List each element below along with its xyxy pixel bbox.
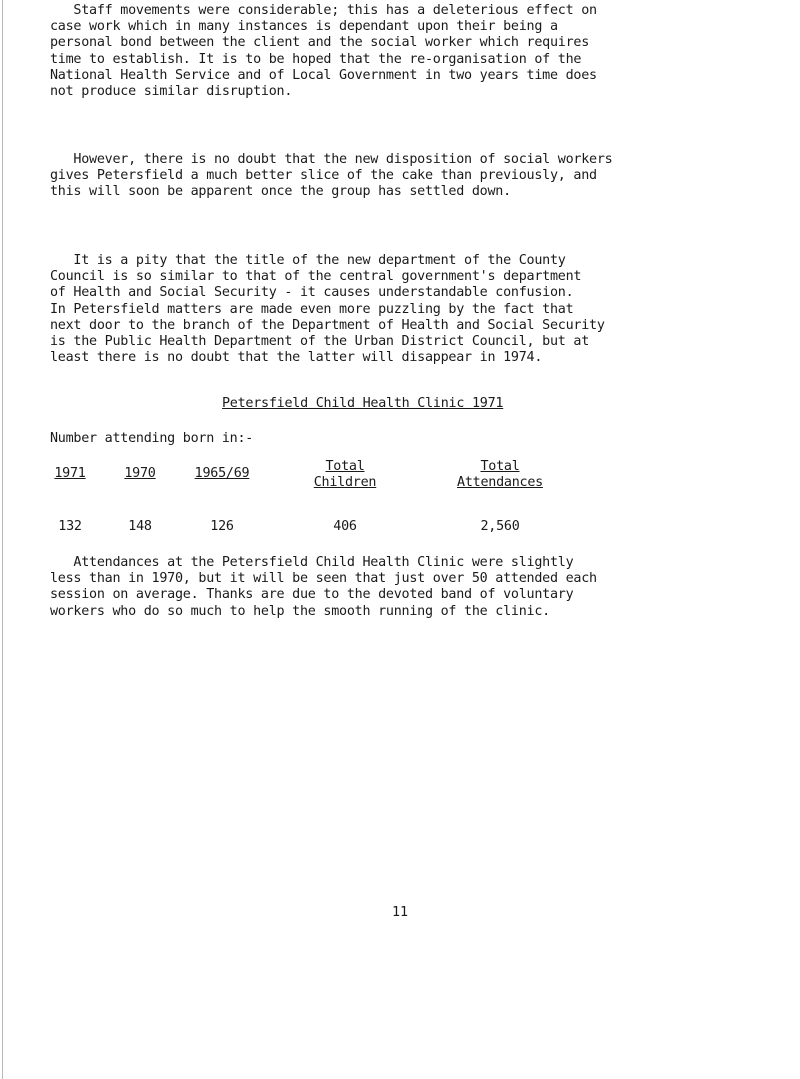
text-line: gives Petersfield a much better slice of the cake than previously, and	[50, 168, 597, 184]
text-line: this will soon be apparent once the group has settled down.	[50, 184, 511, 200]
table-cell-total-children: 406	[333, 519, 357, 534]
table-cell-total-attendances: 2,560	[480, 519, 520, 534]
text-line: of Health and Social Security - it causes understandable confusion.	[50, 285, 574, 301]
text-line: less than in 1970, but it will be seen that just over 50 attended each	[50, 571, 597, 587]
paragraph-social-workers	[50, 152, 750, 201]
text-line: is the Public Health Department of the Urban District Council, but at	[50, 334, 590, 350]
text-line: personal bond between the client and the social worker which requires	[50, 35, 590, 51]
text-line: It is a pity that the title of the new department of the County	[50, 253, 566, 268]
table-cell-1965-69: 126	[210, 519, 234, 534]
clinic-table-title: Petersfield Child Health Clinic 1971	[222, 396, 504, 411]
text-line: case work which in many instances is dependant upon their being a	[50, 19, 558, 35]
table-cell-1971: 132	[58, 519, 82, 534]
text-line: Council is so similar to that of the central government's department	[50, 269, 582, 285]
column-header-total-attendances: Total Attendances	[457, 459, 543, 490]
column-header-total-children: Total Children	[313, 459, 377, 490]
text-line: However, there is no doubt that the new disposition of social workers	[50, 152, 613, 167]
text-line: not produce similar disruption.	[50, 84, 293, 100]
column-header-1971: 1971	[54, 466, 86, 481]
column-header-1965-69: 1965/69	[194, 466, 250, 481]
text-line: session on average. Thanks are due to the devoted band of voluntary	[50, 587, 574, 603]
text-line: Staff movements were considerable; this has a deleterious effect on	[50, 3, 597, 18]
column-header-1970: 1970	[124, 466, 156, 481]
table-cell-1970: 148	[128, 519, 152, 534]
text-line: least there is no doubt that the latter will disappear in 1974.	[50, 350, 543, 366]
text-line: In Petersfield matters are made even more puzzling by the fact that	[50, 301, 574, 317]
paragraph-department-title	[50, 253, 750, 366]
text-line: Attendances at the Petersfield Child Health Clinic were slightly	[50, 555, 574, 570]
paragraph-staff-movements	[50, 3, 750, 100]
page-number: 11	[391, 905, 409, 920]
text-line: National Health Service and of Local Government in two years time does	[50, 67, 597, 83]
clinic-table-subtitle: Number attending born in:-	[50, 431, 254, 446]
text-line: time to establish. It is to be hoped that the re-organisation of the	[50, 51, 582, 67]
text-line: next door to the branch of the Department of Health and Social Security	[50, 317, 605, 333]
paragraph-attendances	[50, 555, 750, 620]
text-line: workers who do so much to help the smooth running of the clinic.	[50, 603, 550, 619]
